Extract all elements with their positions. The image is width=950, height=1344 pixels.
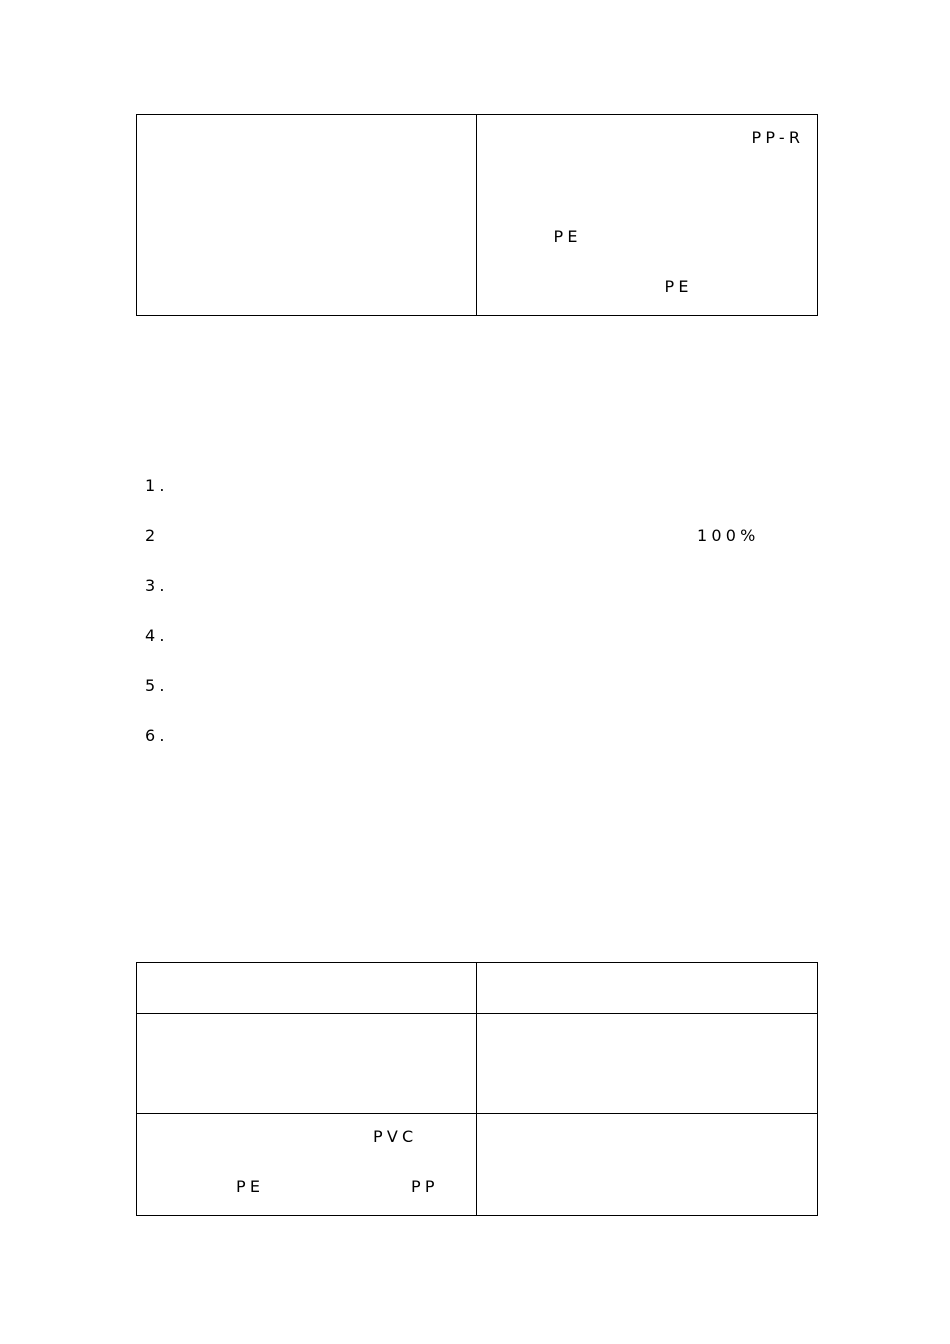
row2-left-line1-b: PVC [373,1127,418,1146]
row2-right-cell [476,1114,818,1216]
top-right-line1-b: PP-R [751,128,805,147]
spec-table-top [136,114,818,316]
material-table [136,962,818,1216]
list-item-1-num: 1. [145,476,169,495]
list-item-5-num: 5. [145,676,169,695]
list-item-3-num: 3. [145,576,169,595]
list-item-6-num: 6. [145,726,169,745]
list-item-4-num: 4. [145,626,169,645]
row2-left-cell [137,1114,477,1216]
header-cell-right [476,963,818,1014]
spec-table-top-right-cell [476,115,818,316]
list-item-2-num: 2 [145,526,160,545]
header-cell-left [137,963,477,1014]
row1-right-cell [476,1014,818,1114]
row2-left-line2-b: PE [236,1177,265,1196]
row1-left-cell [137,1014,477,1114]
top-right-line4-b: PE [664,277,693,296]
list-item-2-tail: 100% [697,526,760,545]
row2-left-line2-c: PP [411,1177,439,1196]
spec-table-top-left-cell [137,115,477,316]
top-right-line3-b: PE [553,227,582,246]
